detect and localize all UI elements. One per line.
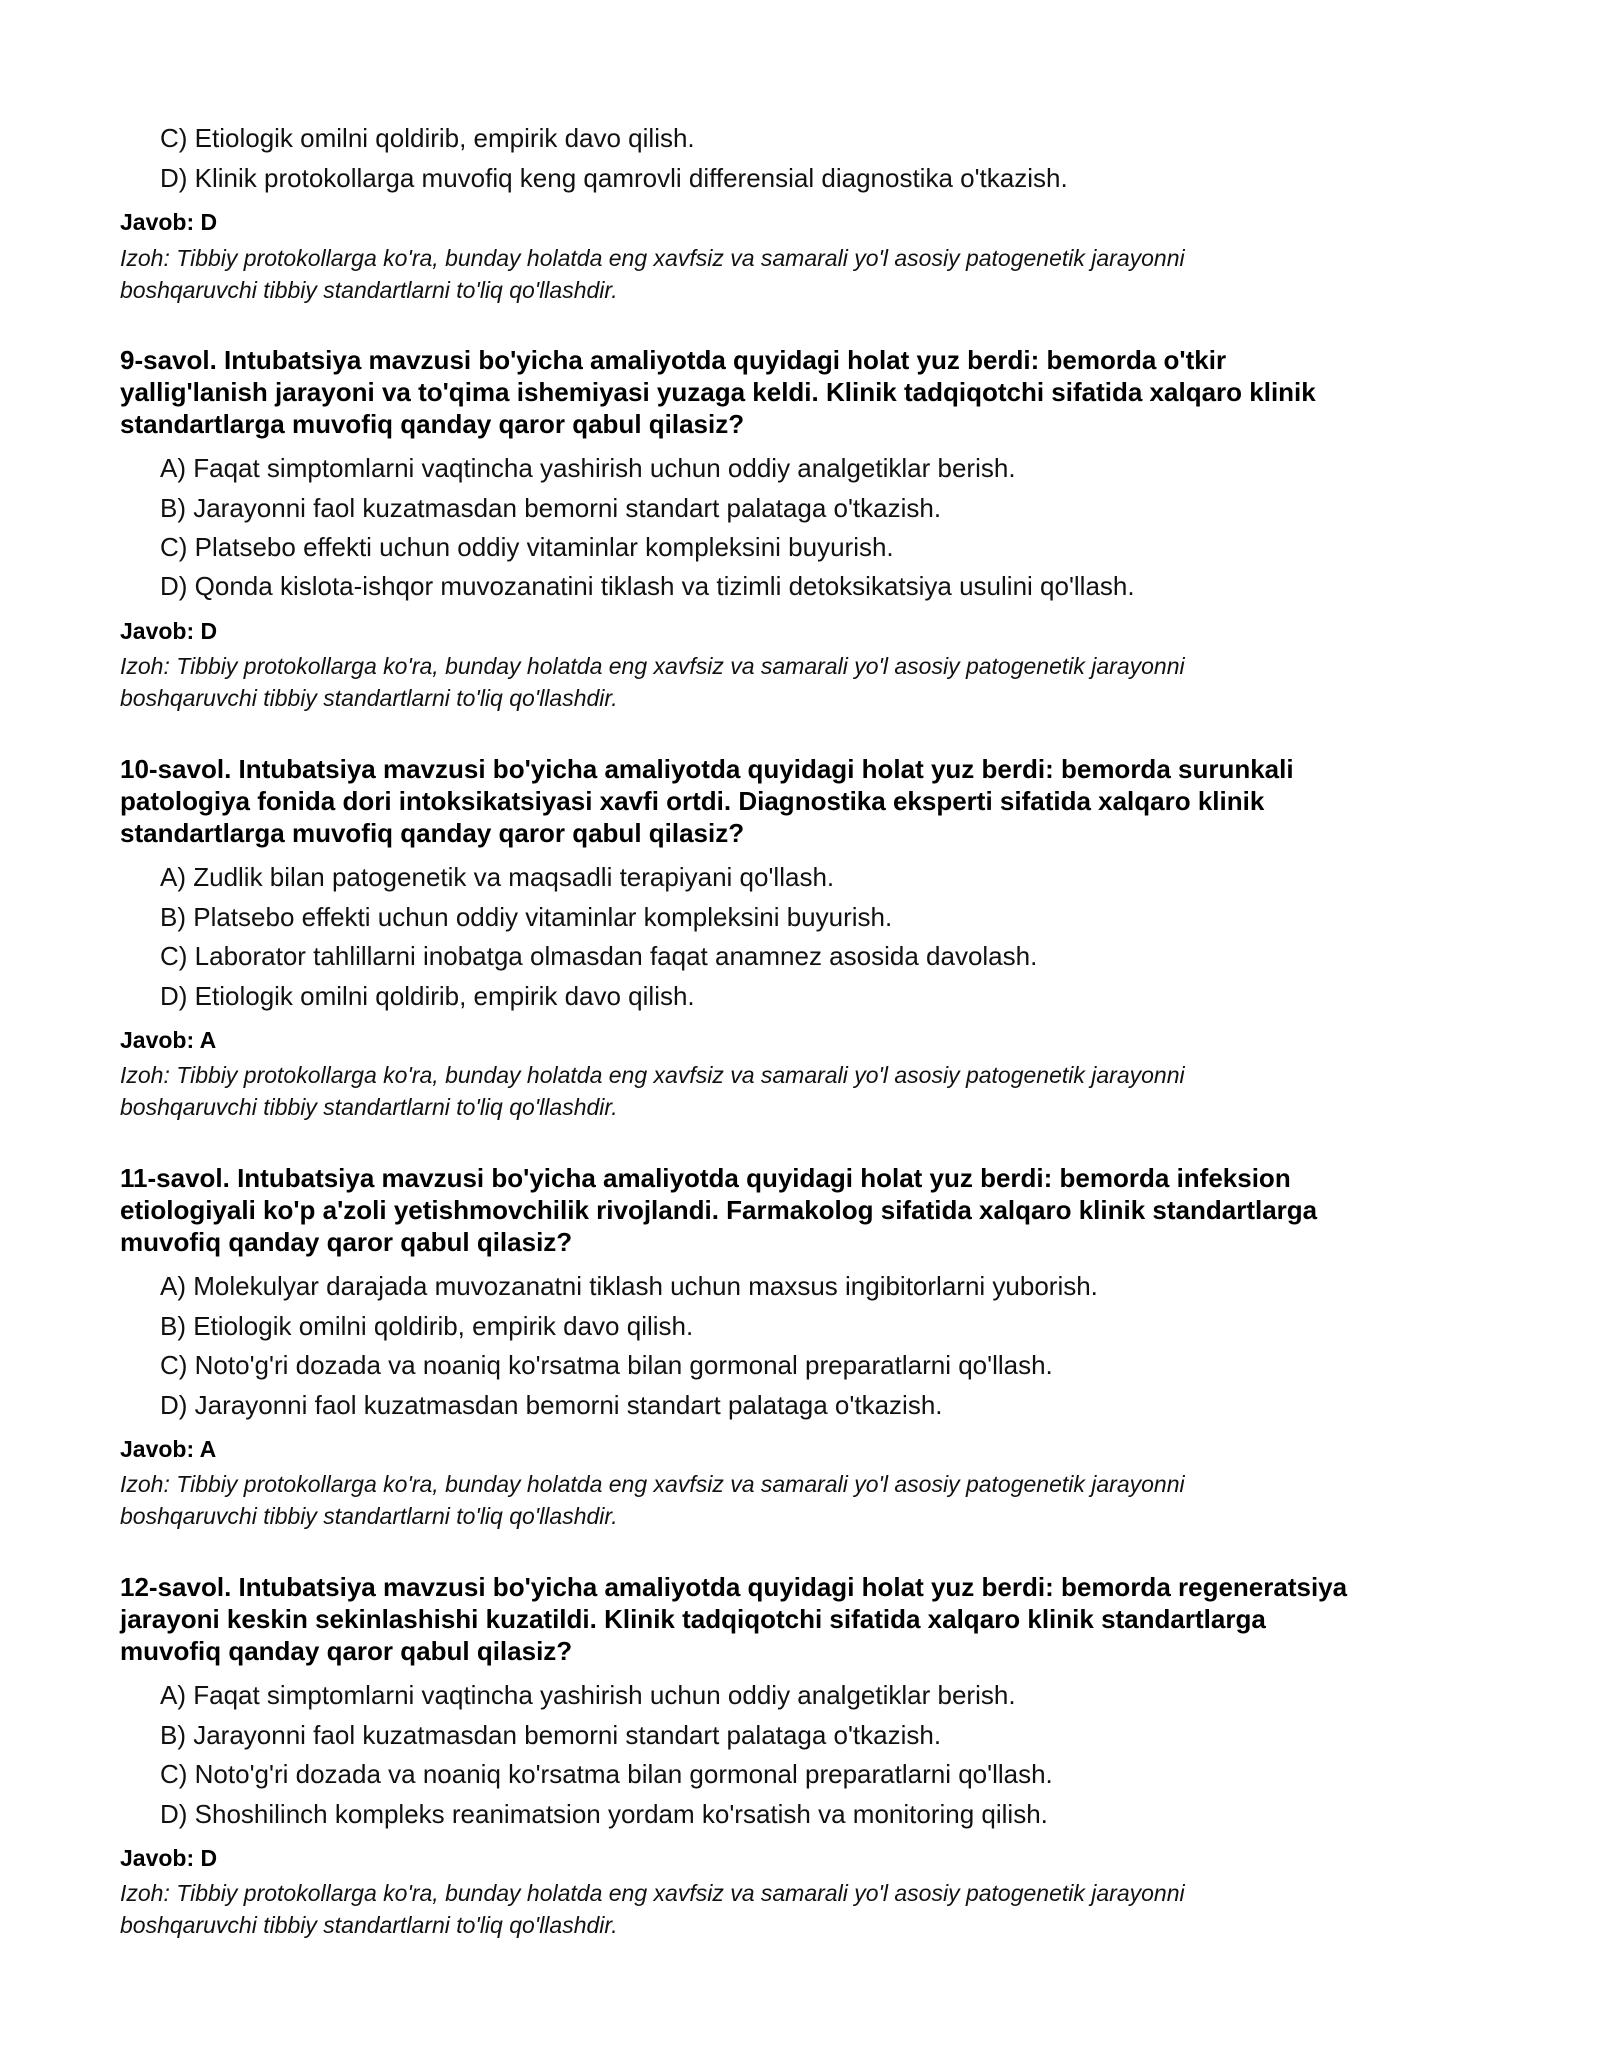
option-d: D) Etiologik omilni qoldirib, empirik davo qilish. [160, 981, 695, 1011]
option-c: C) Noto'g'ri dozada va noaniq ko'rsatma bilan gormonal preparatlarni qo'llash. [160, 1759, 1053, 1789]
option-a: A) Faqat simptomlarni vaqtincha yashirish uchun oddiy analgetiklar berish. [160, 1680, 1016, 1710]
answer-label: Javob: A [120, 1027, 217, 1053]
option-b: B) Platsebo effekti uchun oddiy vitaminlar kompleksini buyurish. [160, 902, 893, 932]
question-title-line: patologiya fonida dori intoksikatsiyasi xavfi ortdi. Diagnostika eksperti sifatida xalqaro klinik [120, 786, 1265, 816]
note-line: Izoh: Tibbiy protokollarga ko'ra, bunday holatda eng xavfsiz va samarali yo'l asosiy patogenetik jarayonni [120, 245, 1185, 271]
note-line: boshqaruvchi tibbiy standartlarni to'liq qo'llashdir. [120, 685, 618, 711]
option-a: A) Zudlik bilan patogenetik va maqsadli terapiyani qo'llash. [160, 862, 835, 892]
explanation-note [120, 242, 1500, 306]
answer-label: Javob: A [120, 1436, 217, 1462]
option-b: B) Jarayonni faol kuzatmasdan bemorni standart palataga o'tkazish. [160, 1720, 942, 1750]
question-10-title [120, 753, 1520, 849]
question-title-line: 11-savol. Intubatsiya mavzusi bo'yicha amaliyotda quyidagi holat yuz berdi: bemorda infeksion [120, 1163, 1291, 1193]
question-title-line: standartlarga muvofiq qanday qaror qabul qilasiz? [120, 409, 745, 439]
question-11-title [120, 1162, 1520, 1258]
question-12-title [120, 1571, 1520, 1667]
option-a: A) Molekulyar darajada muvozanatni tiklash uchun maxsus ingibitorlarni yuborish. [160, 1271, 1098, 1301]
question-title-line: 9-savol. Intubatsiya mavzusi bo'yicha amaliyotda quyidagi holat yuz berdi: bemorda o'tkir [120, 345, 1227, 375]
note-line: boshqaruvchi tibbiy standartlarni to'liq qo'llashdir. [120, 1912, 618, 1938]
question-title-line: muvofiq qanday qaror qabul qilasiz? [120, 1227, 573, 1257]
explanation-note [120, 1877, 1500, 1941]
option-c: C) Etiologik omilni qoldirib, empirik davo qilish. [160, 123, 695, 153]
explanation-note [120, 1468, 1500, 1532]
answer-label: Javob: D [120, 209, 218, 235]
note-line: Izoh: Tibbiy protokollarga ko'ra, bunday holatda eng xavfsiz va samarali yo'l asosiy patogenetik jarayonni [120, 1471, 1185, 1497]
question-title-line: 12-savol. Intubatsiya mavzusi bo'yicha amaliyotda quyidagi holat yuz berdi: bemorda regeneratsiya [120, 1572, 1348, 1602]
option-d: D) Qonda kislota-ishqor muvozanatini tiklash va tizimli detoksikatsiya usulini qo'llash. [160, 571, 1135, 601]
option-c: C) Platsebo effekti uchun oddiy vitaminlar kompleksini buyurish. [160, 532, 894, 562]
note-line: Izoh: Tibbiy protokollarga ko'ra, bunday holatda eng xavfsiz va samarali yo'l asosiy patogenetik jarayonni [120, 653, 1185, 679]
note-line: boshqaruvchi tibbiy standartlarni to'liq qo'llashdir. [120, 1503, 618, 1529]
note-line: boshqaruvchi tibbiy standartlarni to'liq qo'llashdir. [120, 277, 618, 303]
option-b: B) Jarayonni faol kuzatmasdan bemorni standart palataga o'tkazish. [160, 493, 942, 523]
option-a: A) Faqat simptomlarni vaqtincha yashirish uchun oddiy analgetiklar berish. [160, 453, 1016, 483]
question-title-line: jarayoni keskin sekinlashishi kuzatildi. Klinik tadqiqotchi sifatida xalqaro klinik standartlarga [120, 1604, 1266, 1634]
option-c: C) Noto'g'ri dozada va noaniq ko'rsatma bilan gormonal preparatlarni qo'llash. [160, 1350, 1053, 1380]
note-line: boshqaruvchi tibbiy standartlarni to'liq qo'llashdir. [120, 1094, 618, 1120]
question-title-line: yallig'lanish jarayoni va to'qima ishemiyasi yuzaga keldi. Klinik tadqiqotchi sifatida xalqaro klinik [120, 377, 1316, 407]
option-c: C) Laborator tahlillarni inobatga olmasdan faqat anamnez asosida davolash. [160, 941, 1038, 971]
question-title-line: etiologiyali ko'p a'zoli yetishmovchilik rivojlandi. Farmakolog sifatida xalqaro klinik standartlarga [120, 1195, 1318, 1225]
question-9-title [120, 344, 1520, 440]
answer-label: Javob: D [120, 1845, 218, 1871]
note-line: Izoh: Tibbiy protokollarga ko'ra, bunday holatda eng xavfsiz va samarali yo'l asosiy patogenetik jarayonni [120, 1880, 1185, 1906]
option-d: D) Klinik protokollarga muvofiq keng qamrovli differensial diagnostika o'tkazish. [160, 163, 1068, 193]
option-d: D) Jarayonni faol kuzatmasdan bemorni standart palataga o'tkazish. [160, 1390, 943, 1420]
option-d: D) Shoshilinch kompleks reanimatsion yordam ko'rsatish va monitoring qilish. [160, 1799, 1048, 1829]
explanation-note [120, 1059, 1500, 1123]
question-title-line: 10-savol. Intubatsiya mavzusi bo'yicha amaliyotda quyidagi holat yuz berdi: bemorda surunkali [120, 754, 1294, 784]
question-title-line: muvofiq qanday qaror qabul qilasiz? [120, 1636, 573, 1666]
answer-label: Javob: D [120, 618, 218, 644]
note-line: Izoh: Tibbiy protokollarga ko'ra, bunday holatda eng xavfsiz va samarali yo'l asosiy patogenetik jarayonni [120, 1062, 1185, 1088]
question-title-line: standartlarga muvofiq qanday qaror qabul qilasiz? [120, 818, 745, 848]
explanation-note [120, 650, 1500, 714]
option-b: B) Etiologik omilni qoldirib, empirik davo qilish. [160, 1311, 694, 1341]
